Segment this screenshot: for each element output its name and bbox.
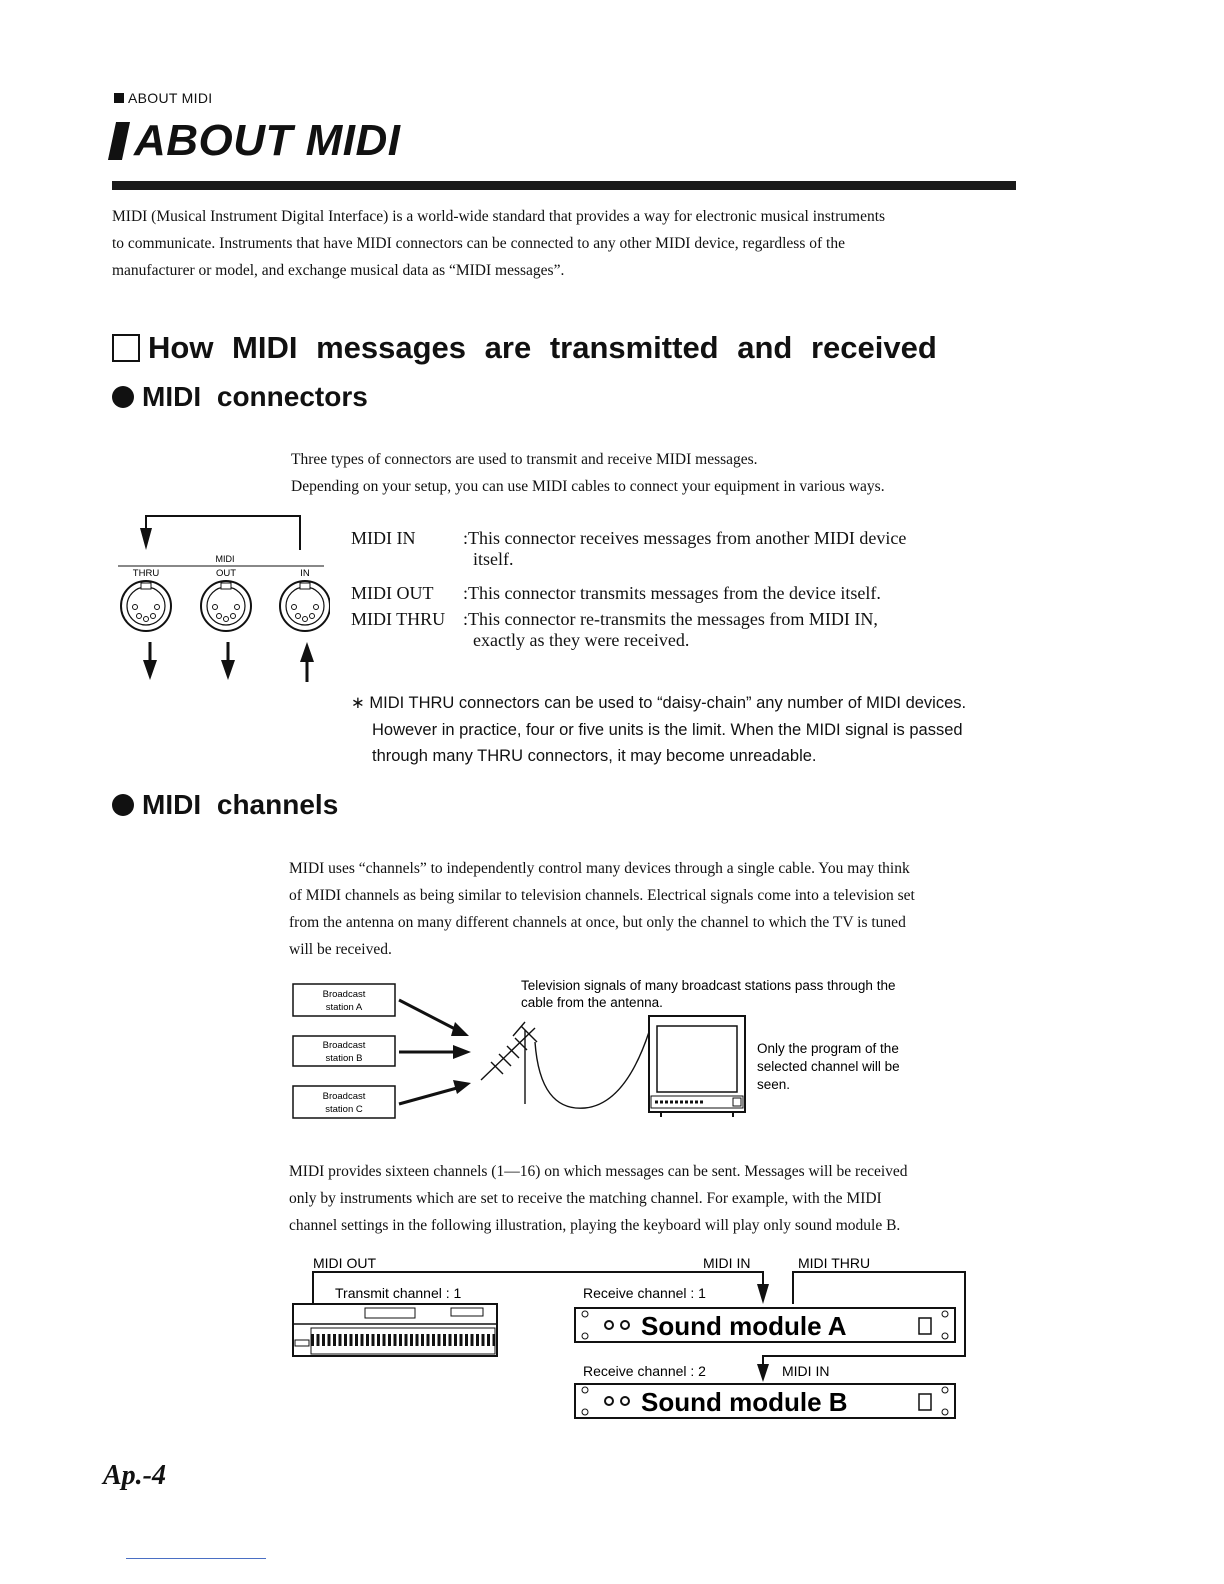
thru-in-loop-line	[146, 516, 300, 550]
connectors-heading-text: MIDI connectors	[142, 381, 368, 412]
midi-out-label: MIDI OUT	[313, 1255, 376, 1271]
station-b-line1: Broadcast	[322, 1040, 366, 1051]
connectors-intro-line: Three types of connectors are used to transmit and receive MIDI messages.	[291, 451, 758, 468]
tv-broadcast-diagram	[285, 972, 1005, 1122]
definition-desc-line: This connector re-transmits the messages from MIDI IN,	[468, 609, 878, 629]
tv-caption-right-line2: selected channel will be	[757, 1059, 900, 1074]
definition-midi-thru	[351, 609, 1013, 651]
connectors-heading	[112, 381, 368, 413]
arrow-icon	[453, 1045, 471, 1059]
sound-module-b	[575, 1384, 955, 1418]
sound-module-b-label: Sound module B	[641, 1387, 848, 1417]
thru-note	[351, 690, 1021, 770]
channels-explanation	[289, 1158, 1013, 1239]
station-a-line1: Broadcast	[322, 989, 366, 1000]
definition-term: MIDI THRU	[351, 609, 446, 629]
receive-channel-1-label: Receive channel : 1	[583, 1285, 706, 1301]
channels-explanation-line: MIDI provides sixteen channels (1—16) on which messages can be sent. Messages will be received	[289, 1163, 908, 1180]
arrow-down-icon	[143, 642, 157, 680]
midi-in-2-label: MIDI IN	[782, 1363, 830, 1379]
television-icon	[649, 1016, 745, 1117]
broadcast-station-a	[293, 984, 395, 1016]
in-label: IN	[300, 568, 310, 579]
note-line: through many THRU connectors, it may become unreadable.	[372, 747, 817, 765]
arrow-down-icon	[757, 1284, 769, 1304]
midi-connector-diagram	[110, 510, 330, 690]
definition-desc-line: This connector transmits messages from the device itself.	[468, 583, 881, 603]
channels-explanation-line: channel settings in the following illustration, playing the keyboard will play only sound module B.	[289, 1217, 901, 1234]
midi-module-diagram	[285, 1248, 985, 1428]
station-c-line2: station C	[325, 1104, 363, 1115]
title-block-icon	[108, 122, 130, 160]
arrow-down-icon	[757, 1364, 769, 1382]
definition-term: MIDI OUT	[351, 583, 434, 603]
channels-intro-line: of MIDI channels as being similar to television channels. Electrical signals come into a television set	[289, 887, 915, 904]
open-square-icon	[112, 334, 140, 362]
intro-paragraph	[112, 203, 1018, 284]
din-socket-thru-icon	[121, 581, 171, 631]
keyboard-icon	[293, 1304, 497, 1356]
definition-term: MIDI IN	[351, 528, 416, 548]
note-line: However in practice, four or five units is the limit. When the MIDI signal is passed	[372, 720, 963, 739]
arrow-down-icon	[140, 528, 152, 550]
midi-label: MIDI	[215, 554, 235, 564]
bottom-link-line	[126, 1558, 266, 1559]
midi-in-label: MIDI IN	[703, 1255, 751, 1271]
signal-arrows	[399, 1000, 457, 1104]
definition-midi-out	[351, 583, 1013, 604]
thru-label: THRU	[132, 568, 160, 579]
receive-channel-2-label: Receive channel : 2	[583, 1363, 706, 1379]
definition-desc-line: exactly as they were received.	[473, 630, 690, 650]
broadcast-station-c	[293, 1086, 395, 1118]
definition-sep: :	[463, 528, 469, 548]
channels-intro	[289, 855, 1013, 963]
intro-line: manufacturer or model, and exchange musical data as “MIDI messages”.	[112, 262, 565, 279]
definition-desc	[463, 609, 1013, 651]
din-socket-out-icon	[201, 581, 251, 631]
channels-heading	[112, 789, 338, 821]
intro-line: MIDI (Musical Instrument Digital Interface) is a world-wide standard that provides a way for electronic musical instruments	[112, 208, 886, 225]
bullet-dot-icon	[112, 386, 134, 408]
intro-line: to communicate. Instruments that have MIDI connectors can be connected to any other MIDI device, regardless of the	[112, 235, 845, 252]
midi-thru-label: MIDI THRU	[798, 1255, 871, 1271]
section-heading-text: How MIDI messages are transmitted and received	[148, 330, 937, 365]
note-line: ∗ MIDI THRU connectors can be used to “daisy-chain” any number of MIDI devices.	[351, 694, 967, 712]
arrow-up-icon	[300, 642, 314, 682]
arrow-icon	[451, 1022, 469, 1036]
tv-caption-top-line2: cable from the antenna.	[521, 995, 663, 1010]
sound-module-a	[575, 1308, 955, 1342]
definition-desc-line: itself.	[473, 549, 514, 569]
transmit-channel-label: Transmit channel : 1	[335, 1285, 462, 1301]
din-socket-in-icon	[280, 581, 330, 631]
definition-desc-line: This connector receives messages from another MIDI device	[468, 528, 907, 548]
page-title	[112, 116, 401, 166]
out-label: OUT	[215, 568, 237, 579]
tv-caption-right-line1: Only the program of the	[757, 1041, 899, 1056]
page-number: Ap.-4	[103, 1460, 166, 1491]
definition-midi-in	[351, 528, 1013, 570]
channels-explanation-line: only by instruments which are set to receive the matching channel. For example, with the MIDI	[289, 1190, 882, 1207]
bullet-dot-icon	[112, 794, 134, 816]
tv-caption-top-line1: Television signals of many broadcast stations pass through the	[521, 978, 896, 993]
arrow-icon	[453, 1080, 471, 1094]
arrow-down-icon	[221, 642, 235, 680]
station-a-line2: station A	[325, 1002, 363, 1013]
definition-sep: :	[463, 583, 469, 603]
antenna-icon	[481, 1022, 649, 1108]
title-rule	[112, 181, 1016, 190]
connectors-intro	[291, 446, 1011, 500]
definition-sep: :	[463, 609, 469, 629]
station-b-line2: station B	[325, 1053, 363, 1064]
definition-desc	[463, 583, 1013, 604]
definition-desc	[463, 528, 1013, 570]
sound-module-a-label: Sound module A	[641, 1311, 847, 1341]
station-c-line1: Broadcast	[322, 1091, 366, 1102]
section-heading	[112, 330, 937, 366]
page-title-text: ABOUT MIDI	[134, 116, 401, 165]
running-head-text: ABOUT MIDI	[128, 90, 213, 106]
running-head	[114, 90, 212, 106]
tv-caption-right-line3: seen.	[757, 1077, 791, 1092]
channels-intro-line: will be received.	[289, 941, 392, 958]
channels-heading-text: MIDI channels	[142, 789, 339, 820]
square-bullet-icon	[114, 93, 124, 103]
broadcast-station-b	[293, 1036, 395, 1066]
connectors-intro-line: Depending on your setup, you can use MIDI cables to connect your equipment in various ways.	[291, 478, 885, 495]
channels-intro-line: from the antenna on many different channels at once, but only the channel to which the TV is tuned	[289, 914, 906, 931]
channels-intro-line: MIDI uses “channels” to independently control many devices through a single cable. You may think	[289, 860, 910, 877]
